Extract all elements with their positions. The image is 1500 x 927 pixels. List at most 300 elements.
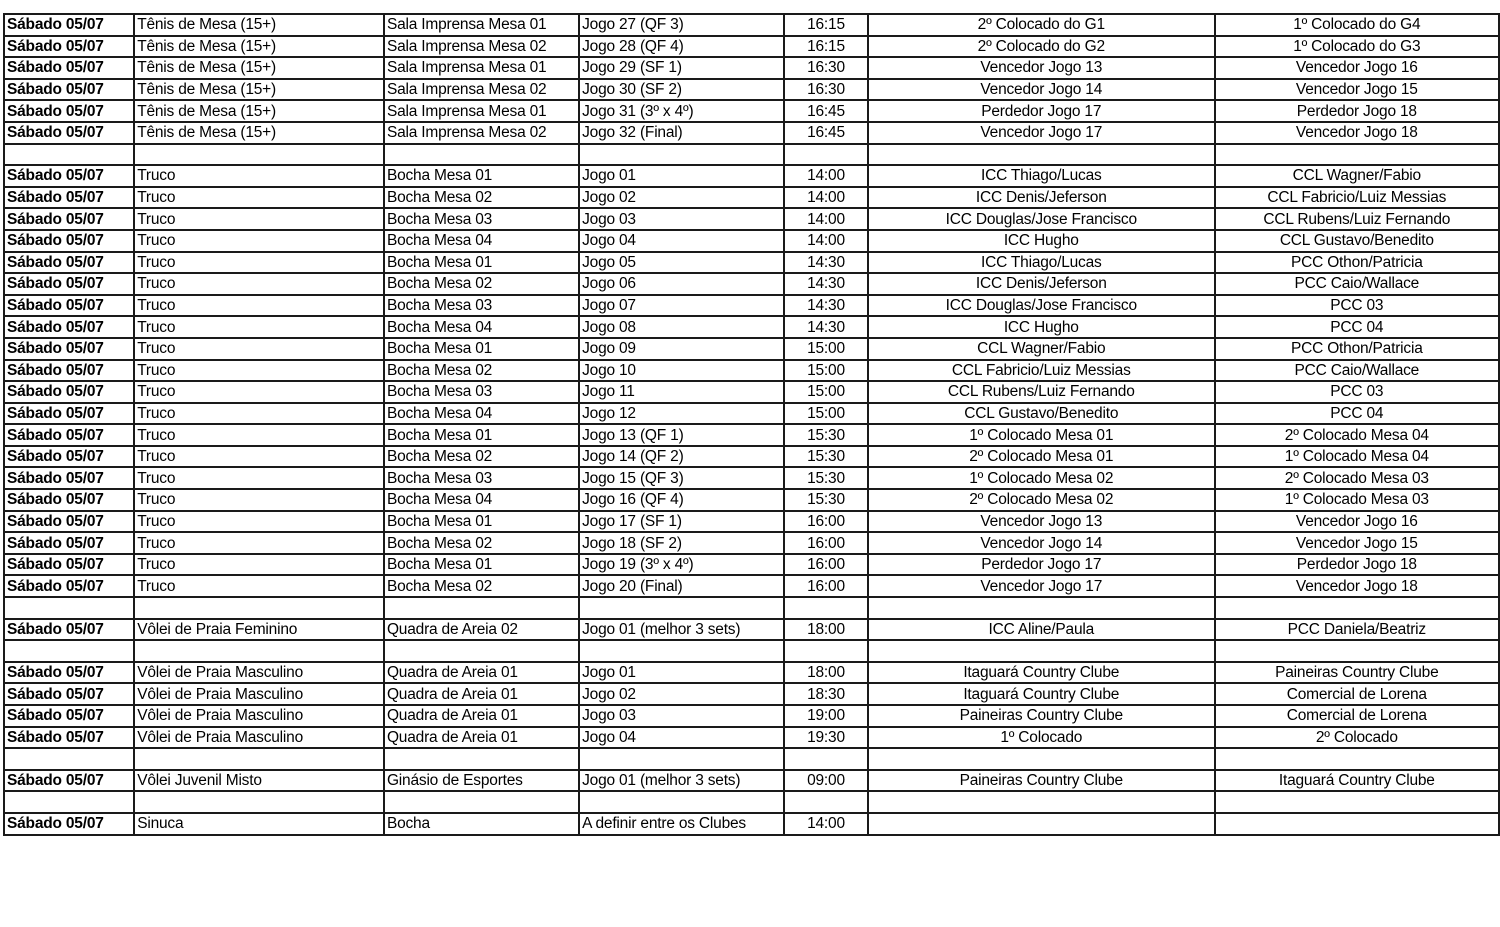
sport-cell: Vôlei de Praia Masculino [134,705,384,727]
time-cell [784,144,868,166]
game-cell: Jogo 04 [579,727,784,749]
team-b-cell [1215,597,1499,619]
team-a-cell: CCL Gustavo/Benedito [868,403,1215,425]
sport-cell: Sinuca [134,813,384,835]
match-row [4,273,1499,295]
time-cell: 16:00 [784,532,868,554]
sport-cell: Tênis de Mesa (15+) [134,57,384,79]
date-cell: Sábado 05/07 [4,273,134,295]
sport-cell: Truco [134,424,384,446]
game-cell: Jogo 02 [579,187,784,209]
sport-cell: Truco [134,208,384,230]
date-cell: Sábado 05/07 [4,424,134,446]
match-row [4,360,1499,382]
venue-cell [384,748,579,770]
date-cell: Sábado 05/07 [4,662,134,684]
sport-cell: Tênis de Mesa (15+) [134,79,384,101]
venue-cell: Bocha Mesa 03 [384,295,579,317]
venue-cell: Bocha Mesa 01 [384,554,579,576]
team-b-cell: 1º Colocado do G4 [1215,14,1499,36]
venue-cell: Bocha Mesa 03 [384,208,579,230]
team-a-cell: 2º Colocado do G1 [868,14,1215,36]
date-cell: Sábado 05/07 [4,295,134,317]
date-cell: Sábado 05/07 [4,57,134,79]
time-cell: 15:30 [784,446,868,468]
team-b-cell: Vencedor Jogo 16 [1215,57,1499,79]
game-cell: Jogo 27 (QF 3) [579,14,784,36]
team-a-cell: ICC Denis/Jeferson [868,273,1215,295]
venue-cell: Bocha Mesa 03 [384,381,579,403]
team-b-cell: Vencedor Jogo 15 [1215,532,1499,554]
venue-cell: Bocha Mesa 01 [384,252,579,274]
game-cell: Jogo 11 [579,381,784,403]
time-cell: 18:00 [784,619,868,641]
sport-cell: Tênis de Mesa (15+) [134,100,384,122]
spacer-row [4,640,1499,662]
game-cell: Jogo 32 (Final) [579,122,784,144]
sport-cell: Truco [134,532,384,554]
sport-cell: Truco [134,511,384,533]
venue-cell: Bocha Mesa 04 [384,489,579,511]
time-cell [784,640,868,662]
time-cell: 15:00 [784,360,868,382]
time-cell: 14:00 [784,165,868,187]
team-b-cell: CCL Fabricio/Luiz Messias [1215,187,1499,209]
sport-cell: Truco [134,252,384,274]
team-b-cell: PCC 03 [1215,295,1499,317]
team-b-cell: Itaguará Country Clube [1215,770,1499,792]
match-row [4,424,1499,446]
match-row [4,316,1499,338]
venue-cell: Quadra de Areia 01 [384,727,579,749]
sport-cell: Truco [134,489,384,511]
sport-cell: Truco [134,165,384,187]
sport-cell: Truco [134,273,384,295]
sport-cell: Truco [134,467,384,489]
sport-cell: Tênis de Mesa (15+) [134,122,384,144]
date-cell [4,597,134,619]
time-cell [784,748,868,770]
time-cell: 19:00 [784,705,868,727]
date-cell: Sábado 05/07 [4,360,134,382]
game-cell: Jogo 20 (Final) [579,575,784,597]
time-cell: 14:00 [784,208,868,230]
venue-cell [384,144,579,166]
time-cell: 16:00 [784,511,868,533]
date-cell [4,748,134,770]
team-b-cell [1215,640,1499,662]
team-b-cell: Vencedor Jogo 18 [1215,575,1499,597]
game-cell: Jogo 01 [579,165,784,187]
sport-cell: Truco [134,446,384,468]
match-row [4,511,1499,533]
venue-cell: Quadra de Areia 01 [384,662,579,684]
time-cell: 16:00 [784,575,868,597]
date-cell: Sábado 05/07 [4,381,134,403]
team-b-cell: PCC 04 [1215,316,1499,338]
game-cell: Jogo 04 [579,230,784,252]
team-a-cell: 2º Colocado Mesa 01 [868,446,1215,468]
game-cell: Jogo 03 [579,705,784,727]
team-a-cell: Vencedor Jogo 14 [868,532,1215,554]
venue-cell: Bocha Mesa 01 [384,338,579,360]
game-cell: Jogo 01 (melhor 3 sets) [579,770,784,792]
venue-cell: Bocha Mesa 02 [384,446,579,468]
match-row [4,813,1499,835]
game-cell: Jogo 08 [579,316,784,338]
game-cell: Jogo 02 [579,683,784,705]
match-row [4,619,1499,641]
sport-cell: Truco [134,554,384,576]
game-cell: Jogo 03 [579,208,784,230]
match-row [4,295,1499,317]
match-row [4,532,1499,554]
sport-cell [134,597,384,619]
game-cell: Jogo 28 (QF 4) [579,36,784,58]
team-a-cell: Vencedor Jogo 13 [868,57,1215,79]
team-b-cell: Perdedor Jogo 18 [1215,554,1499,576]
time-cell: 14:00 [784,813,868,835]
team-b-cell [1215,791,1499,813]
match-row [4,100,1499,122]
team-a-cell: Vencedor Jogo 13 [868,511,1215,533]
team-a-cell [868,640,1215,662]
time-cell: 16:45 [784,122,868,144]
venue-cell: Bocha Mesa 01 [384,165,579,187]
venue-cell: Bocha Mesa 04 [384,316,579,338]
game-cell: Jogo 10 [579,360,784,382]
team-a-cell: Perdedor Jogo 17 [868,554,1215,576]
time-cell: 14:30 [784,273,868,295]
schedule-table [3,13,1500,836]
team-a-cell: Paineiras Country Clube [868,705,1215,727]
time-cell: 18:30 [784,683,868,705]
game-cell: Jogo 16 (QF 4) [579,489,784,511]
match-row [4,770,1499,792]
match-row [4,252,1499,274]
team-b-cell: PCC Caio/Wallace [1215,360,1499,382]
time-cell: 15:30 [784,467,868,489]
team-b-cell: PCC 03 [1215,381,1499,403]
team-b-cell: Comercial de Lorena [1215,705,1499,727]
venue-cell: Sala Imprensa Mesa 02 [384,122,579,144]
match-row [4,208,1499,230]
match-row [4,381,1499,403]
game-cell: Jogo 18 (SF 2) [579,532,784,554]
date-cell: Sábado 05/07 [4,554,134,576]
sport-cell: Vôlei Juvenil Misto [134,770,384,792]
team-b-cell: Perdedor Jogo 18 [1215,100,1499,122]
date-cell: Sábado 05/07 [4,467,134,489]
date-cell: Sábado 05/07 [4,813,134,835]
game-cell: Jogo 15 (QF 3) [579,467,784,489]
team-a-cell: CCL Fabricio/Luiz Messias [868,360,1215,382]
game-cell: Jogo 05 [579,252,784,274]
team-a-cell: ICC Hugho [868,230,1215,252]
team-a-cell [868,813,1215,835]
game-cell: Jogo 30 (SF 2) [579,79,784,101]
match-row [4,338,1499,360]
team-a-cell: 1º Colocado Mesa 02 [868,467,1215,489]
sport-cell [134,640,384,662]
match-row [4,489,1499,511]
date-cell: Sábado 05/07 [4,575,134,597]
team-a-cell: ICC Denis/Jeferson [868,187,1215,209]
match-row [4,230,1499,252]
sport-cell: Truco [134,381,384,403]
game-cell: Jogo 07 [579,295,784,317]
match-row [4,467,1499,489]
date-cell: Sábado 05/07 [4,511,134,533]
game-cell: Jogo 09 [579,338,784,360]
game-cell [579,791,784,813]
team-a-cell: ICC Douglas/Jose Francisco [868,208,1215,230]
game-cell: Jogo 01 (melhor 3 sets) [579,619,784,641]
time-cell: 16:15 [784,14,868,36]
sport-cell: Vôlei de Praia Feminino [134,619,384,641]
venue-cell: Quadra de Areia 02 [384,619,579,641]
venue-cell: Sala Imprensa Mesa 02 [384,36,579,58]
time-cell: 15:00 [784,338,868,360]
venue-cell: Sala Imprensa Mesa 01 [384,14,579,36]
time-cell: 14:30 [784,252,868,274]
team-a-cell [868,144,1215,166]
match-row [4,14,1499,36]
time-cell: 16:15 [784,36,868,58]
date-cell: Sábado 05/07 [4,100,134,122]
team-a-cell: CCL Wagner/Fabio [868,338,1215,360]
venue-cell [384,640,579,662]
team-b-cell: PCC Othon/Patricia [1215,338,1499,360]
team-a-cell: Vencedor Jogo 17 [868,575,1215,597]
venue-cell [384,597,579,619]
sport-cell: Truco [134,403,384,425]
match-row [4,683,1499,705]
sport-cell: Tênis de Mesa (15+) [134,36,384,58]
team-a-cell [868,597,1215,619]
venue-cell: Quadra de Areia 01 [384,705,579,727]
team-a-cell: Vencedor Jogo 14 [868,79,1215,101]
venue-cell: Bocha Mesa 01 [384,424,579,446]
team-b-cell [1215,144,1499,166]
sport-cell: Truco [134,338,384,360]
game-cell: Jogo 31 (3º x 4º) [579,100,784,122]
date-cell: Sábado 05/07 [4,727,134,749]
date-cell: Sábado 05/07 [4,187,134,209]
time-cell: 14:00 [784,187,868,209]
game-cell [579,144,784,166]
team-a-cell: ICC Aline/Paula [868,619,1215,641]
time-cell: 16:30 [784,57,868,79]
date-cell [4,640,134,662]
venue-cell: Bocha Mesa 02 [384,273,579,295]
sport-cell [134,748,384,770]
venue-cell: Bocha Mesa 01 [384,511,579,533]
team-a-cell: Itaguará Country Clube [868,683,1215,705]
venue-cell: Bocha Mesa 02 [384,532,579,554]
date-cell: Sábado 05/07 [4,446,134,468]
time-cell: 14:30 [784,295,868,317]
team-b-cell: 1º Colocado do G3 [1215,36,1499,58]
match-row [4,446,1499,468]
venue-cell: Sala Imprensa Mesa 02 [384,79,579,101]
sport-cell [134,791,384,813]
team-a-cell: Itaguará Country Clube [868,662,1215,684]
date-cell: Sábado 05/07 [4,403,134,425]
team-a-cell: 2º Colocado do G2 [868,36,1215,58]
team-a-cell: ICC Douglas/Jose Francisco [868,295,1215,317]
venue-cell: Bocha Mesa 04 [384,230,579,252]
date-cell: Sábado 05/07 [4,252,134,274]
spacer-row [4,791,1499,813]
sport-cell: Vôlei de Praia Masculino [134,727,384,749]
match-row [4,187,1499,209]
date-cell [4,144,134,166]
time-cell: 18:00 [784,662,868,684]
game-cell: Jogo 06 [579,273,784,295]
sport-cell [134,144,384,166]
sport-cell: Tênis de Mesa (15+) [134,14,384,36]
date-cell: Sábado 05/07 [4,532,134,554]
team-b-cell: Vencedor Jogo 16 [1215,511,1499,533]
schedule-body [4,14,1499,835]
game-cell: Jogo 01 [579,662,784,684]
date-cell: Sábado 05/07 [4,619,134,641]
match-row [4,165,1499,187]
team-a-cell: Vencedor Jogo 17 [868,122,1215,144]
game-cell: Jogo 12 [579,403,784,425]
date-cell: Sábado 05/07 [4,208,134,230]
date-cell: Sábado 05/07 [4,230,134,252]
team-b-cell: CCL Rubens/Luiz Fernando [1215,208,1499,230]
game-cell [579,640,784,662]
time-cell: 16:00 [784,554,868,576]
match-row [4,727,1499,749]
team-a-cell: ICC Thiago/Lucas [868,165,1215,187]
venue-cell: Quadra de Areia 01 [384,683,579,705]
sport-cell: Truco [134,295,384,317]
sport-cell: Truco [134,575,384,597]
team-b-cell: 2º Colocado Mesa 04 [1215,424,1499,446]
sport-cell: Truco [134,360,384,382]
time-cell: 15:30 [784,489,868,511]
date-cell: Sábado 05/07 [4,705,134,727]
game-cell: A definir entre os Clubes [579,813,784,835]
team-b-cell: 2º Colocado [1215,727,1499,749]
venue-cell: Bocha [384,813,579,835]
date-cell: Sábado 05/07 [4,338,134,360]
team-a-cell: CCL Rubens/Luiz Fernando [868,381,1215,403]
team-a-cell: 2º Colocado Mesa 02 [868,489,1215,511]
date-cell: Sábado 05/07 [4,770,134,792]
team-b-cell: PCC 04 [1215,403,1499,425]
time-cell: 16:30 [784,79,868,101]
sport-cell: Truco [134,230,384,252]
team-b-cell: Vencedor Jogo 18 [1215,122,1499,144]
team-a-cell: Paineiras Country Clube [868,770,1215,792]
match-row [4,122,1499,144]
venue-cell: Bocha Mesa 02 [384,187,579,209]
time-cell [784,597,868,619]
match-row [4,403,1499,425]
team-b-cell [1215,813,1499,835]
sport-cell: Truco [134,316,384,338]
venue-cell: Sala Imprensa Mesa 01 [384,57,579,79]
date-cell: Sábado 05/07 [4,683,134,705]
venue-cell: Bocha Mesa 02 [384,360,579,382]
venue-cell: Bocha Mesa 02 [384,575,579,597]
date-cell: Sábado 05/07 [4,14,134,36]
date-cell: Sábado 05/07 [4,36,134,58]
time-cell: 09:00 [784,770,868,792]
spacer-row [4,144,1499,166]
time-cell: 15:30 [784,424,868,446]
date-cell: Sábado 05/07 [4,489,134,511]
venue-cell: Sala Imprensa Mesa 01 [384,100,579,122]
date-cell: Sábado 05/07 [4,79,134,101]
date-cell: Sábado 05/07 [4,316,134,338]
match-row [4,79,1499,101]
venue-cell: Bocha Mesa 04 [384,403,579,425]
venue-cell: Ginásio de Esportes [384,770,579,792]
time-cell: 19:30 [784,727,868,749]
match-row [4,57,1499,79]
match-row [4,705,1499,727]
game-cell: Jogo 19 (3º x 4º) [579,554,784,576]
team-b-cell: Paineiras Country Clube [1215,662,1499,684]
venue-cell [384,791,579,813]
sport-cell: Truco [134,187,384,209]
spacer-row [4,748,1499,770]
team-b-cell: 1º Colocado Mesa 03 [1215,489,1499,511]
game-cell [579,748,784,770]
game-cell [579,597,784,619]
team-a-cell: ICC Thiago/Lucas [868,252,1215,274]
team-b-cell: CCL Gustavo/Benedito [1215,230,1499,252]
team-b-cell: Vencedor Jogo 15 [1215,79,1499,101]
team-b-cell: PCC Caio/Wallace [1215,273,1499,295]
team-a-cell: 1º Colocado [868,727,1215,749]
sport-cell: Vôlei de Praia Masculino [134,683,384,705]
team-b-cell: 1º Colocado Mesa 04 [1215,446,1499,468]
team-a-cell [868,748,1215,770]
game-cell: Jogo 13 (QF 1) [579,424,784,446]
time-cell: 14:30 [784,316,868,338]
date-cell: Sábado 05/07 [4,122,134,144]
time-cell: 15:00 [784,381,868,403]
team-b-cell: 2º Colocado Mesa 03 [1215,467,1499,489]
time-cell: 15:00 [784,403,868,425]
team-b-cell: CCL Wagner/Fabio [1215,165,1499,187]
time-cell: 16:45 [784,100,868,122]
match-row [4,662,1499,684]
time-cell [784,791,868,813]
team-b-cell [1215,748,1499,770]
time-cell: 14:00 [784,230,868,252]
team-a-cell [868,791,1215,813]
spacer-row [4,597,1499,619]
team-b-cell: Comercial de Lorena [1215,683,1499,705]
sport-cell: Vôlei de Praia Masculino [134,662,384,684]
venue-cell: Bocha Mesa 03 [384,467,579,489]
team-a-cell: Perdedor Jogo 17 [868,100,1215,122]
date-cell: Sábado 05/07 [4,165,134,187]
game-cell: Jogo 14 (QF 2) [579,446,784,468]
match-row [4,36,1499,58]
game-cell: Jogo 29 (SF 1) [579,57,784,79]
team-b-cell: PCC Othon/Patricia [1215,252,1499,274]
match-row [4,575,1499,597]
